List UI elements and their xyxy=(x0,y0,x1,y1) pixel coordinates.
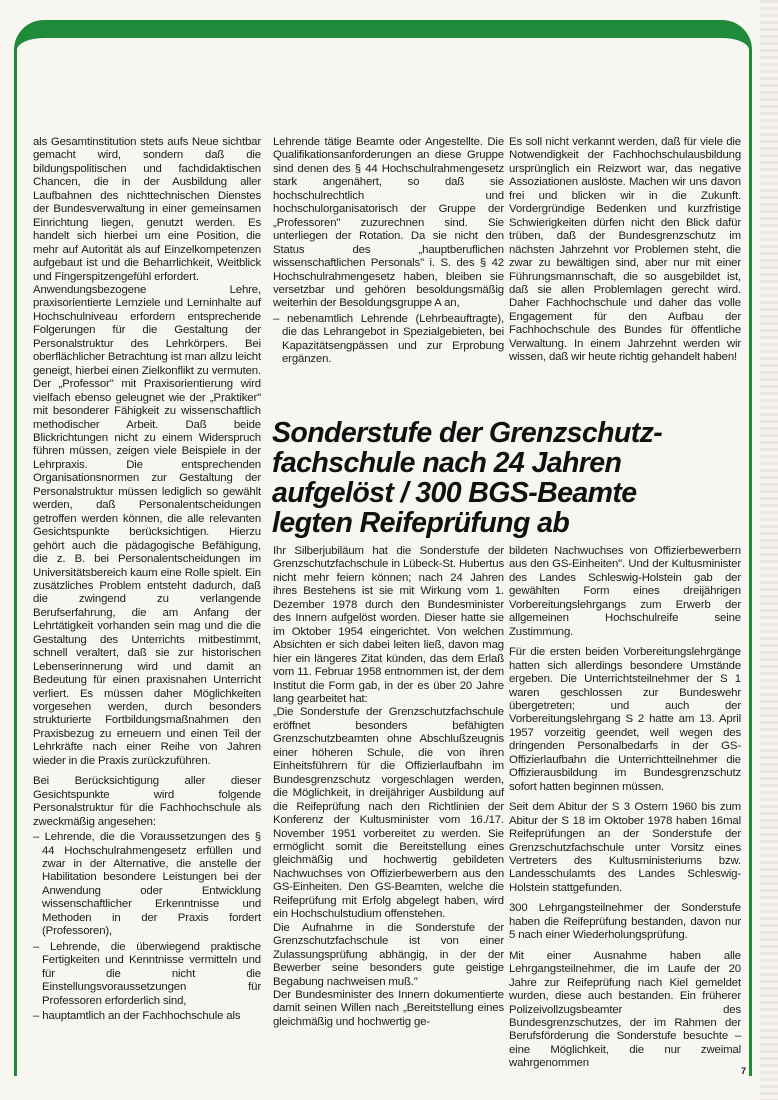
column-3 xyxy=(509,136,741,365)
column-2 xyxy=(273,136,504,367)
paragraph: „Die Sonderstufe der Grenzschutzfachschule eröffnet besonders befähigten Grenzschutzbeamten ohne Abschlußzeugnis einer höheren Schule, die von ihren Einheitsführern für die Offizierlaufbahn im Bundesgrenzschutz vorgeschlagen werden, die Möglichkeit, in dreijähriger Ausbildung auf die Reifeprüfung nach den Richtlinien der Konferenz der Kultusminister vom 16./17. November 1951 vorbereitet zu werden. Sie ermöglicht somit die Bereitstellung eines gleichmäßig und hochwertig gebildeten Nachwuchses von Offizierbewerbern aus den GS-Einheiten. Den GS-Beamten, welche die Reifeprüfung mit Erfolg abgelegt haben, wird ein Hochschulstudium offenstehen. xyxy=(273,706,504,921)
paragraph: Für die ersten beiden Vorbereitungslehrgänge hatten sich allerdings besondere Umstände ergeben. Die Unterrichtsteilnehmer der S 1 waren geschlossen zur Bundeswehr übergetreten; und auch der Vorbereitungslehrgang S 2 hatte am 13. April 1957 vorzeitig geendet, weil wegen des dringenden Personalbedarfs in der GS-Offizierlaufbahn die Unterrichtteilnehmer die Offizierausbildung im Bundesgrenzschutz sofort hatten beginnen müssen. xyxy=(509,646,741,793)
paragraph: bildeten Nachwuchses von Offizierbewerbern aus den GS-Einheiten". Und der Kultusminister des Landes Schleswig-Holstein gab der gewählten Form eines dreijährigen Vorbereitungslehrgangs zum Erwerb der allgemeinen Hochschulreife seine Zustimmung. xyxy=(509,545,741,638)
article-column-2 xyxy=(509,545,741,1071)
paragraph: Es soll nicht verkannt werden, daß für viele die Notwendigkeit der Fachhochschulausbildung ursprünglich ein Reizwort war, das negative Assoziationen auslöste. Machen wir uns davon frei und blicken wir in die Zukunft. Vordergründige Bedenken und kurzfristige Schwierigkeiten dürfen nicht den Blick dafür trüben, daß der Bundesgrenzschutz im nächsten Jahrzehnt vor Problemen steht, die zwar zu bewältigen sind, aber nur mit einer Führungsmannschaft, die so ausgebildet ist, daß sie allen Problemlagen gerecht wird. Daher Fachhochschule und daher das volle Engagement für den Aufbau der Fachhochschule des Bundes für öffentliche Verwaltung. In einem Jahrzehnt werden wir wissen, daß wir heute richtig gehandelt haben! xyxy=(509,136,741,364)
headline-line: aufgelöst / 300 BGS-Beamte xyxy=(272,477,637,509)
paragraph: Ihr Silberjubiläum hat die Sonderstufe der Grenzschutzfachschule in Lübeck-St. Hubertus nicht mehr feiern können; nach 24 Jahren ihres Bestehens ist sie mit Wirkung vom 1. Dezember 1978 durch den Bundesminister des Innern aufgelöst worden. Dieser hatte sie im Oktober 1954 eingerichtet. Von welchen Absichten er sich dabei leiten ließ, davon mag hier ein längeres Zitat künden, das dem Erlaß vom 11. Februar 1958 entnommen ist, der dem Institut die Form gab, in der es über 20 Jahre lang gearbeitet hat: xyxy=(273,545,504,705)
list-item: – nebenamtlich Lehrende (Lehrbeauftragte), die das Lehrangebot in Spezialgebieten, bei Kapazitätsengpässen und zur Erprobung ergänzen. xyxy=(273,312,504,366)
paragraph: Lehrende tätige Beamte oder Angestellte. Die Qualifikationsanforderungen an diese Gruppe sind denen des § 44 Hochschulrahmengesetz stark angenähert, so daß sie hochschulrechtlich und hochschulorganisatorisch der Gruppe der „Professoren" zuzurechnen sind. Sie unterliegen der Rotation. Da sie nicht den Status des „hauptberuflichen wissenschaftlichen Personals" i. S. des § 42 Hochschulrahmengesetz haben, bleiben sie versetzbar und gehören besoldungsmäßig weiterhin der Besoldungsgruppe A an, xyxy=(273,136,504,310)
article-headline xyxy=(272,418,742,538)
headline-line: legten Reifeprüfung ab xyxy=(272,507,570,539)
paragraph: Seit dem Abitur der S 3 Ostern 1960 bis zum Abitur der S 18 im Oktober 1978 haben 16mal Reifeprüfungen an der Sonderstufe der Grenzschutzfachschule unter Vorsitz eines Vertreters des Kultusministeriums bzw. Landesschulamts des Landes Schleswig-Holstein stattgefunden. xyxy=(509,801,741,894)
paragraph: 300 Lehrgangsteilnehmer der Sonderstufe haben die Reifeprüfung bestanden, davon nur 5 nach einer Wiederholungsprüfung. xyxy=(509,902,741,942)
paragraph: als Gesamtinstitution stets aufs Neue sichtbar gemacht wird, sondern daß die bildungspolitischen und fachdidaktischen Chancen, die in der Ausbildung aller Laufbahnen des nichttechnischen Dienstes der Bundesverwaltung in einer gemeinsamen Einrichtung liegen, genutzt werden. Es handelt sich hierbei um eine Position, die mehr auf Autorität als auf Einzelkompetenzen aufgebaut ist und die Beharrlichkeit, Weitblick und Fingerspitzengefühl erfordert. xyxy=(33,136,261,283)
paragraph: Anwendungsbezogene Lehre, praxisorientierte Lernziele und Lerninhalte auf Hochschulniveau erfordern entsprechende Folgerungen für die Gestaltung der Personalstruktur des Lehrkörpers. Bei oberflächlicher Betrachtung ist man allzu leicht geneigt, hierbei einen Zielkonflikt zu vermuten. Der „Professor" mit Praxisorientierung wird vielfach ebenso geleugnet wie der „Praktiker" mit besonderer Fähigkeit zu wissenschaftlich methodischer Arbeit. Daß beide Blickrichtungen nicht zu einem Widerspruch führen müssen, zeigen viele Beispiele in der Lehrpraxis. Die entsprechenden Organisationsnormen zur Gestaltung der Personalstruktur müssen lediglich so gewählt werden, daß Personalentscheidungen getroffen werden können, die alle relevanten Gesichtspunkte berücksichtigen. Hierzu gehört auch die pädagogische Befähigung, die z. B. bei Personalentscheidungen im Universitätsbereich kaum eine Rolle spielt. Ein zusätzliches Problem entsteht dadurch, daß die zwingend zu verlangende Berufserfahrung, die am Anfang der Lehrtätigkeit vorhanden sein mag und die die Gestaltung des Unterrichts mitbestimmt, schnell veraltert, daß sie zur historischen Lebenserinnerung wird und damit an Bedeutung für einen praxisnahen Unterricht verliert. Es müssen daher Möglichkeiten vorgesehen werden, durch besonders strukturierte Fortbildungsmaßnahmen den Praxisbezug zu erneuern und einen Teil der Lehrkräfte nach einer Reihe von Jahren wieder in die Praxis zurückzuführen. xyxy=(33,283,261,767)
paragraph: Die Aufnahme in die Sonderstufe der Grenzschutzfachschule ist von einer Zulassungsprüfung abhängig, in der der Bewerber seine besonders gute geistige Begabung nachweisen muß." xyxy=(273,921,504,988)
column-1 xyxy=(33,136,261,1023)
list-item: – hauptamtlich an der Fachhochschule als xyxy=(33,1010,241,1022)
page-number: 7 xyxy=(741,1066,747,1076)
paragraph: Der Bundesminister des Innern dokumentierte damit seinen Willen nach „Bereitstellung eines gleichmäßig und hochwertig ge- xyxy=(273,988,504,1028)
headline-line: Sonderstufe der Grenzschutz- xyxy=(272,417,663,449)
headline-line: fachschule nach 24 Jahren xyxy=(272,447,622,479)
list-item: – Lehrende, die überwiegend praktische Fertigkeiten und Kenntnisse vermitteln und für die nicht die Einstellungsvoraussetzungen für Professoren erforderlich sind, xyxy=(33,940,261,1007)
paragraph: Mit einer Ausnahme haben alle Lehrgangsteilnehmer, die im Laufe der 20 Jahre zur Reifeprüfung nach Kiel gemeldet wurden, diese auch bestanden. Ein früherer Polizeivollzugsbeamter des Bundesgrenzschutzes, der im Rahmen der Berufsförderung die Sonderstufe besuchte – eine Möglichkeit, die nur zweimal wahrgenommen xyxy=(509,949,741,1070)
list-item: – Lehrende, die die Voraussetzungen des § 44 Hochschulrahmengesetz erfüllen und zwar in der Alternative, die anstelle der Habilitation besondere Leistungen bei der Anwendung oder Entwicklung wissenschaftlicher Erkenntnisse und Methoden in der Praxis fordert (Professoren), xyxy=(33,831,261,938)
article-column-1 xyxy=(273,545,504,1029)
page-edge xyxy=(760,0,778,1100)
paragraph: Bei Berücksichtigung aller dieser Gesichtspunkte wird folgende Personalstruktur für die Fachhochschule als zweckmäßig angesehen: xyxy=(33,775,261,828)
